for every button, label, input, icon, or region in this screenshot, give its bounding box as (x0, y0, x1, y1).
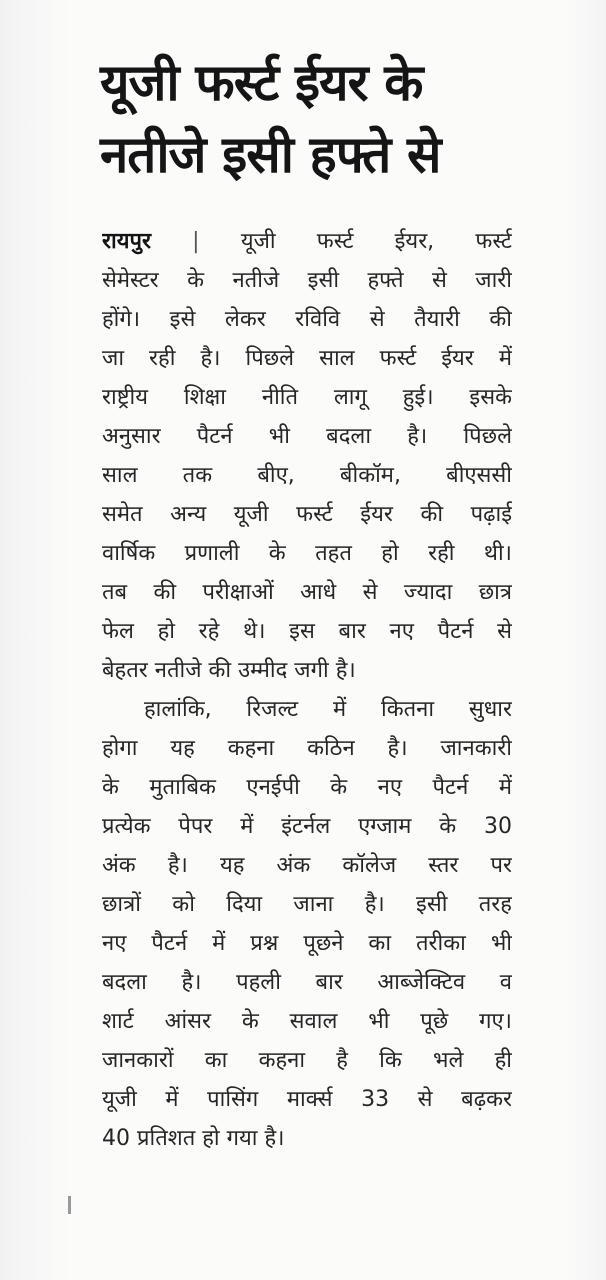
body-line-article-end: 40 प्रतिशत हो गया है। (102, 1126, 285, 1151)
body-line: छात्रों को दिया जाना है। इसी तरह (102, 892, 512, 917)
body-line: सेमेस्टर के नतीजे इसी हफ्ते से जारी (102, 268, 512, 293)
body-line: जानकारों का कहना है कि भले ही (102, 1048, 512, 1073)
left-page-shadow (0, 0, 70, 1280)
body-line-first (102, 222, 512, 261)
body-line: प्रत्येक पेपर में इंटर्नल एग्जाम के 30 (102, 814, 512, 839)
body-line: समेत अन्य यूजी फर्स्ट ईयर की पढ़ाई (102, 502, 512, 527)
body-line: बदला है। पहली बार आब्जेक्टिव व (102, 970, 512, 995)
body-line: होंगे। इसे लेकर रविवि से तैयारी की (102, 307, 512, 332)
article-body (102, 222, 512, 1158)
body-line-paragraph-end: बेहतर नतीजे की उम्मीद जगी है। (102, 658, 356, 683)
body-line-paragraph-start: हालांकि, रिजल्ट में कितना सुधार (144, 697, 512, 722)
headline-line-2: नतीजे इसी हफ्ते से (100, 126, 441, 185)
body-line: के मुताबिक एनईपी के नए पैटर्न में (102, 775, 512, 800)
body-line: शार्ट आंसर के सवाल भी पूछे गए। (102, 1009, 512, 1034)
first-line-text: यूजी फर्स्ट ईयर, फर्स्ट (240, 229, 512, 254)
dateline-separator: | (192, 229, 200, 254)
headline-line-1: यूजी फर्स्ट ईयर के (100, 54, 423, 113)
right-page-shadow (566, 0, 606, 1280)
article-headline (100, 48, 520, 192)
body-line: जा रही है। पिछले साल फर्स्ट ईयर में (102, 346, 512, 371)
body-line: अंक है। यह अंक कॉलेज स्तर पर (102, 853, 512, 878)
scan-edge-mark (68, 1196, 71, 1214)
body-line: होगा यह कहना कठिन है। जानकारी (102, 736, 512, 761)
dateline: रायपुर (102, 229, 151, 254)
body-line: यूजी में पासिंग मार्क्स 33 से बढ़कर (102, 1087, 512, 1112)
body-line: साल तक बीए, बीकॉम, बीएससी (102, 463, 512, 488)
body-line: वार्षिक प्रणाली के तहत हो रही थी। (102, 541, 512, 566)
body-line: अनुसार पैटर्न भी बदला है। पिछले (102, 424, 512, 449)
body-line: फेल हो रहे थे। इस बार नए पैटर्न से (102, 619, 512, 644)
body-line: राष्ट्रीय शिक्षा नीति लागू हुई। इसके (102, 385, 512, 410)
body-line: तब की परीक्षाओं आधे से ज्यादा छात्र (102, 580, 512, 605)
body-line: नए पैटर्न में प्रश्न पूछने का तरीका भी (102, 931, 512, 956)
